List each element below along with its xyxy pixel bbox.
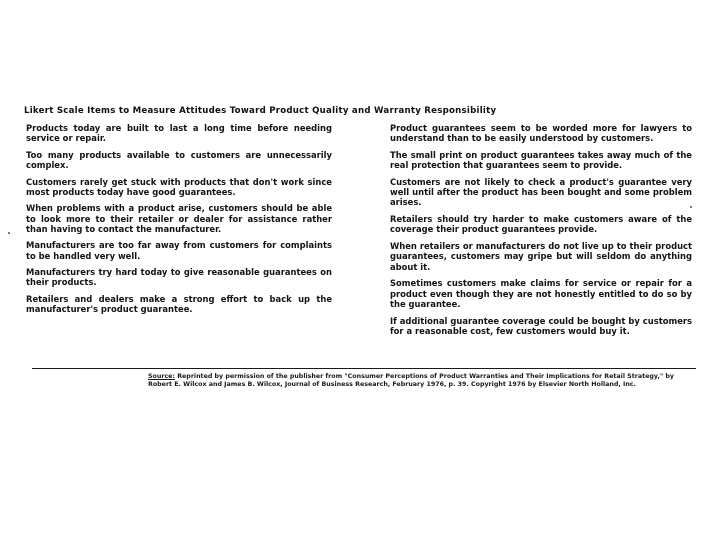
likert-item: Manufacturers try hard today to give reasonable guarantees on their products. [26, 267, 332, 288]
likert-item: Products today are built to last a long time before needing service or repair. [26, 123, 332, 144]
left-column [26, 123, 332, 321]
likert-item: Too many products available to customers are unnecessarily complex. [26, 149, 332, 170]
likert-item: Product guarantees seem to be worded more for lawyers to understand than to be easily understood by customers. [390, 123, 692, 144]
likert-item: Retailers should try harder to make customers aware of the coverage their product guarantees provide. [390, 214, 692, 235]
likert-item: If additional guarantee coverage could be bought by customers for a reasonable cost, few customers would buy it. [390, 315, 692, 336]
likert-item: Customers are not likely to check a product's guarantee very well until after the product has been bought and some problem arises. [390, 177, 692, 208]
divider-rule [32, 368, 696, 369]
likert-item: The small print on product guarantees takes away much of the real protection that guarantees seem to provide. [390, 150, 692, 171]
table-title: Likert Scale Items to Measure Attitudes Toward Product Quality and Warranty Responsibility [24, 106, 497, 116]
likert-item: Sometimes customers make claims for service or repair for a product even though they are not honestly entitled to do so by the guarantee. [390, 278, 692, 309]
likert-item: Manufacturers are too far away from customers for complaints to be handled very well. [26, 240, 332, 261]
likert-item: Customers rarely get stuck with products that don't work since most products today have good guarantees. [26, 176, 332, 197]
source-citation [148, 373, 694, 389]
scan-speck [690, 206, 692, 208]
scan-speck [8, 232, 10, 234]
likert-item: When retailers or manufacturers do not live up to their product guarantees, customers may gripe but will seldom do anything about it. [390, 241, 692, 272]
likert-item: Retailers and dealers make a strong effort to back up the manufacturer's product guarantee. [26, 293, 332, 315]
right-column [390, 123, 692, 343]
likert-item: When problems with a product arise, customers should be able to look more to their retailer or dealer for assistance rather than having to contact the manufacturer. [26, 203, 332, 234]
source-label: Source: [148, 373, 175, 380]
source-text: Reprinted by permission of the publisher from "Consumer Perceptions of Product Warranties and Their Implications for Retail Strategy," by Robert E. Wilcox and James B. Wilcox, Journal of Business Research, February 1976, p. 39. Copyright 1976 by Elsevier North Holland, Inc. [148, 373, 674, 388]
